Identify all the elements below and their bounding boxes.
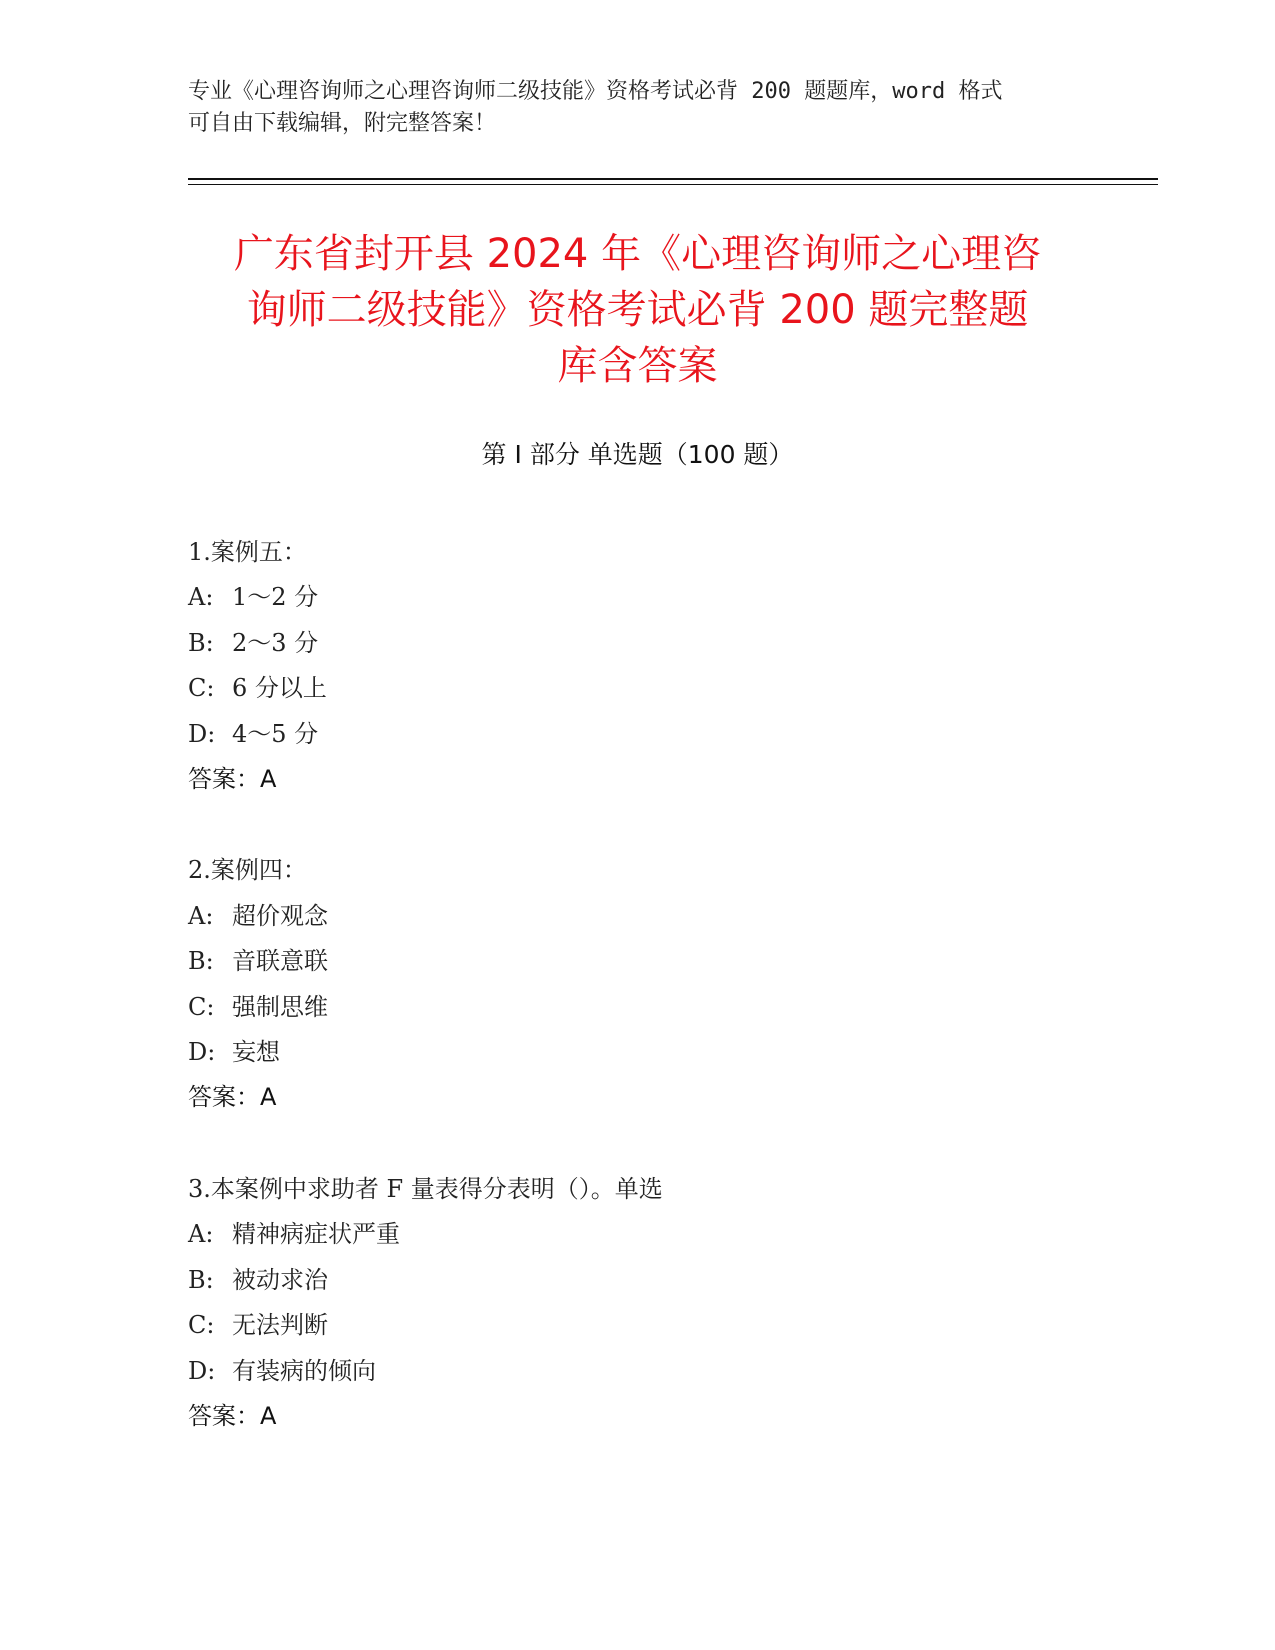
option-b — [188, 939, 1148, 984]
option-b — [188, 621, 1148, 666]
option-text: 音联意联 — [232, 947, 328, 976]
header-divider-thick — [188, 178, 1158, 180]
option-text: 精神病症状严重 — [232, 1220, 400, 1249]
question-list — [188, 530, 1148, 1485]
option-text: 妄想 — [232, 1038, 280, 1067]
option-a — [188, 894, 1148, 939]
header-note — [188, 76, 1068, 140]
option-text: 超价观念 — [232, 901, 328, 930]
option-key: C: — [188, 992, 215, 1021]
document-title — [140, 226, 1135, 394]
title-line-1: 广东省封开县 2024 年《心理咨询师之心理咨 — [233, 231, 1042, 277]
option-text: 6 分以上 — [232, 674, 327, 703]
header-note-line-1: 专业《心理咨询师之心理咨询师二级技能》资格考试必背 200 题题库，word 格式 — [188, 79, 1003, 104]
option-key: B: — [188, 628, 214, 657]
option-c — [188, 1303, 1148, 1348]
answer-line: 答案：A — [188, 765, 277, 794]
option-key: C: — [188, 674, 215, 703]
option-text: 有装病的倾向 — [232, 1356, 376, 1385]
question-3 — [188, 1167, 1148, 1439]
title-line-2: 询师二级技能》资格考试必背 200 题完整题 — [246, 287, 1029, 333]
question-2 — [188, 848, 1148, 1120]
option-d — [188, 1349, 1148, 1394]
option-b — [188, 1258, 1148, 1303]
option-text: 无法判断 — [232, 1311, 328, 1340]
answer-line: 答案：A — [188, 1401, 277, 1430]
option-key: B: — [188, 1265, 214, 1294]
question-stem: 2.案例四： — [188, 856, 307, 885]
question-1 — [188, 530, 1148, 802]
option-d — [188, 1030, 1148, 1075]
option-key: D: — [188, 719, 216, 748]
option-text: 强制思维 — [232, 992, 328, 1021]
option-key: D: — [188, 1038, 216, 1067]
option-a — [188, 1212, 1148, 1257]
option-text: 4～5 分 — [232, 719, 319, 748]
header-note-line-2: 可自由下载编辑，附完整答案！ — [188, 111, 497, 136]
section-heading: 第 I 部分 单选题（100 题） — [481, 440, 794, 469]
option-key: C: — [188, 1311, 215, 1340]
option-key: A: — [188, 901, 214, 930]
option-text: 被动求治 — [232, 1265, 328, 1294]
option-key: A: — [188, 1220, 214, 1249]
option-key: A: — [188, 583, 214, 612]
option-d — [188, 712, 1148, 757]
option-text: 2～3 分 — [232, 628, 319, 657]
option-c — [188, 666, 1148, 711]
header-divider-thin — [188, 184, 1158, 185]
option-c — [188, 985, 1148, 1030]
question-stem: 1.案例五： — [188, 538, 307, 566]
option-key: D: — [188, 1356, 216, 1385]
title-line-3: 库含答案 — [557, 343, 718, 389]
question-stem: 3.本案例中求助者 F 量表得分表明（）。单选 — [188, 1174, 663, 1203]
option-a — [188, 575, 1148, 620]
option-text: 1～2 分 — [232, 583, 319, 612]
answer-line: 答案：A — [188, 1083, 277, 1112]
option-key: B: — [188, 947, 214, 976]
